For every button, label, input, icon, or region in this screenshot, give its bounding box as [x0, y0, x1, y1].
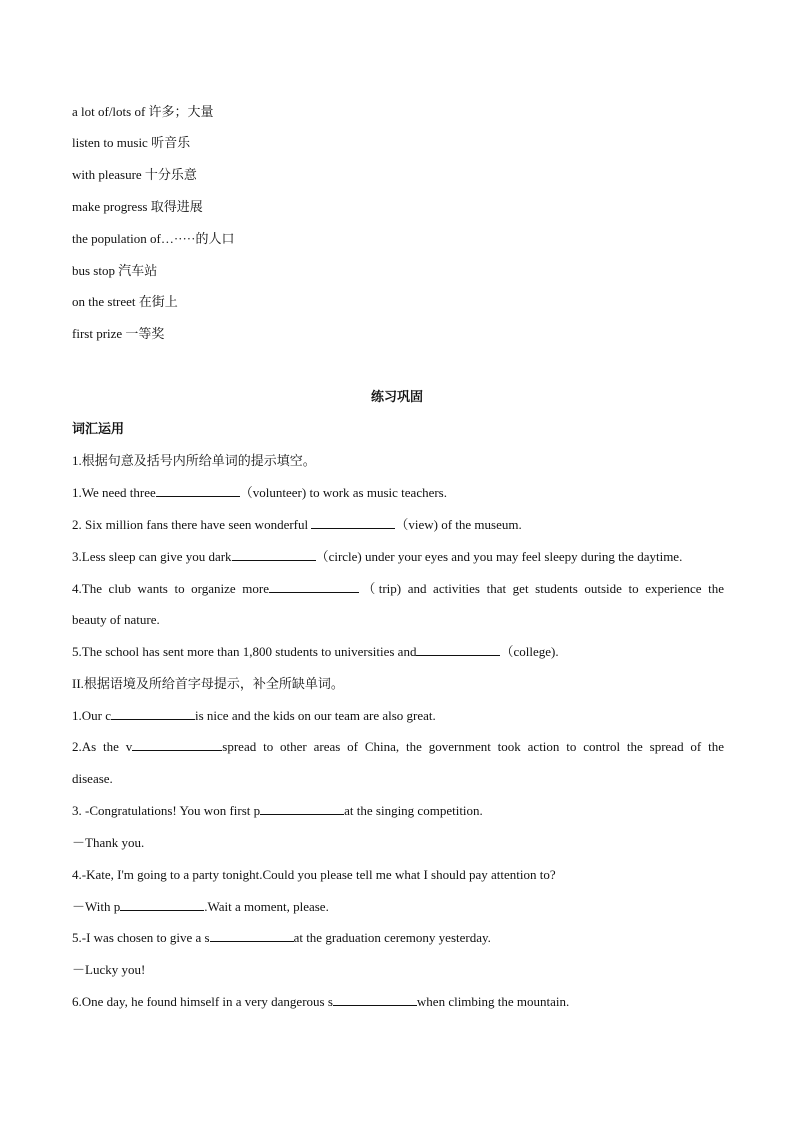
question-2-2-continued: disease.: [72, 771, 113, 786]
subsection-title: 词汇运用: [72, 421, 125, 436]
answer-blank[interactable]: [333, 993, 417, 1006]
answer-blank[interactable]: [120, 898, 204, 911]
part2-instruction: II.根据语境及所给首字母提示，补全所缺单词。: [72, 676, 344, 691]
question-2-3-reply: －Thank you.: [72, 835, 145, 850]
question-1-5: 5.The school has sent more than 1,800 students to universities and （college).: [72, 644, 559, 659]
answer-blank[interactable]: [111, 707, 195, 720]
answer-blank[interactable]: [210, 929, 294, 942]
question-1-4-continued: beauty of nature.: [72, 612, 160, 627]
phrase-line: first prize 一等奖: [72, 326, 165, 341]
phrase-line: the population of…·····的人口: [72, 231, 235, 246]
part1-instruction: 1.根据句意及括号内所给单词的提示填空。: [72, 453, 316, 468]
phrase-line: with pleasure 十分乐意: [72, 167, 197, 182]
answer-blank[interactable]: [156, 484, 240, 497]
question-2-6: 6.One day, he found himself in a very dangerous s when climbing the mountain.: [72, 994, 570, 1009]
question-1-1: 1.We need three （volunteer) to work as music teachers.: [72, 485, 447, 500]
phrase-line: on the street 在街上: [72, 294, 178, 309]
phrase-line: bus stop 汽车站: [72, 263, 158, 278]
question-2-2: 2.As the v spread to other areas of China, the government took action to control the spread of the: [72, 739, 724, 754]
question-2-5: 5.-I was chosen to give a s at the graduation ceremony yesterday.: [72, 930, 491, 945]
answer-blank[interactable]: [416, 643, 500, 656]
question-1-2: 2. Six million fans there have seen wonderful （view) of the museum.: [72, 517, 522, 532]
question-2-1: 1.Our c is nice and the kids on our team are also great.: [72, 708, 436, 723]
question-1-3: 3.Less sleep can give you dark （circle) under your eyes and you may feel sleepy during the daytime.: [72, 549, 683, 564]
section-title: 练习巩固: [370, 389, 423, 404]
phrase-line: a lot of/lots of 许多；大量: [72, 104, 214, 119]
phrase-line: listen to music 听音乐: [72, 135, 191, 150]
question-2-3: 3. -Congratulations! You won first p at the singing competition.: [72, 803, 483, 818]
answer-blank[interactable]: [232, 548, 316, 561]
question-2-4: 4.-Kate, I'm going to a party tonight.Could you please tell me what I should pay attention to?: [72, 867, 556, 882]
question-2-5-reply: －Lucky you!: [72, 962, 146, 977]
answer-blank[interactable]: [311, 516, 395, 529]
phrase-line: make progress 取得进展: [72, 199, 203, 214]
answer-blank[interactable]: [269, 580, 359, 593]
question-1-4: 4.The club wants to organize more （trip) and activities that get students outside to experience the: [72, 581, 725, 596]
answer-blank[interactable]: [132, 738, 222, 751]
answer-blank[interactable]: [260, 802, 344, 815]
question-2-4-reply: －With p .Wait a moment, please.: [72, 899, 329, 914]
